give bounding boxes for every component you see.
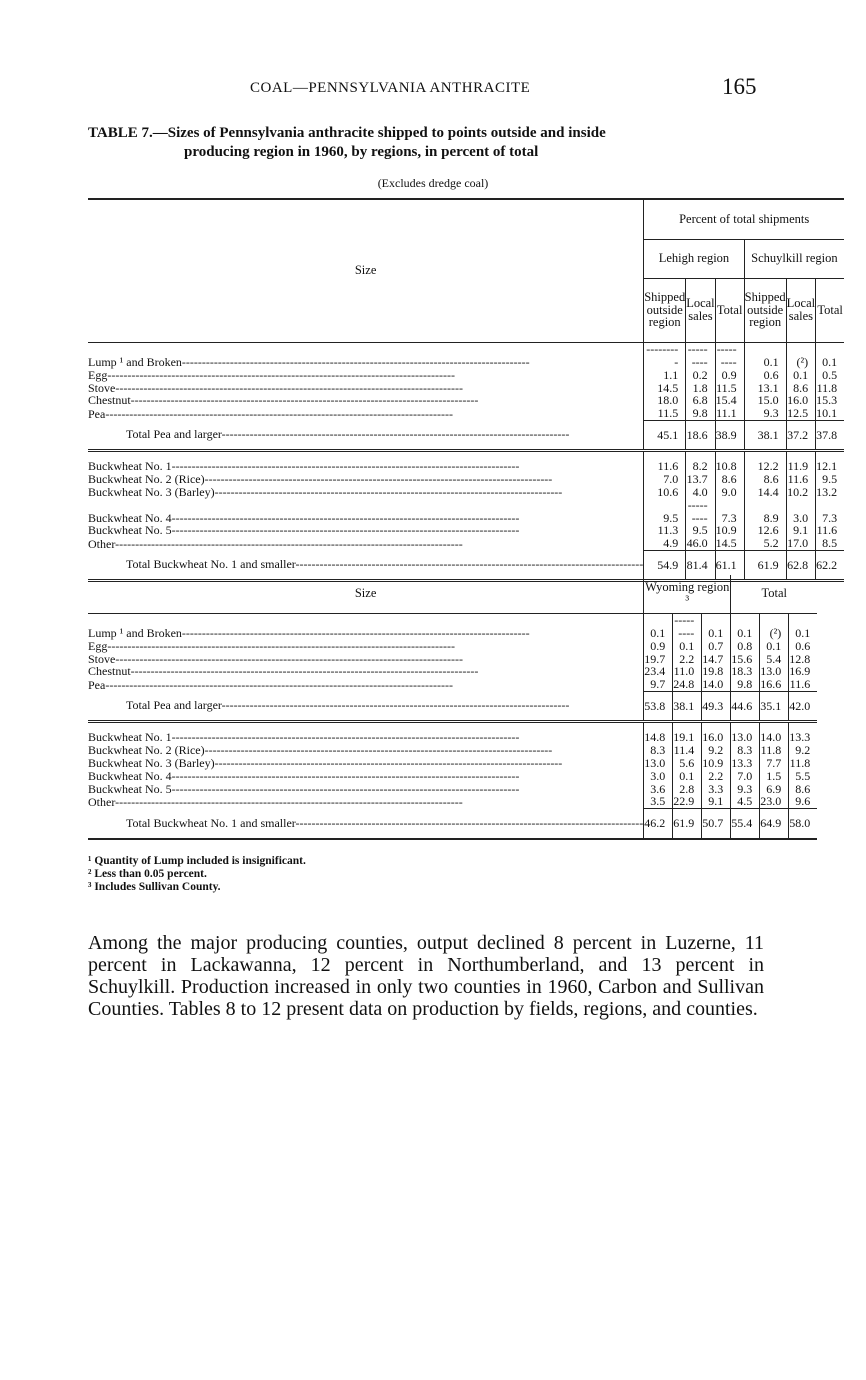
table-cell: 19.8	[702, 665, 731, 678]
total-cell: 81.4	[686, 551, 715, 581]
table-row	[88, 450, 844, 473]
table-cell: 0.1	[673, 640, 702, 653]
total-cell: 58.0	[789, 809, 818, 839]
table-cell: 13.7	[686, 473, 715, 486]
table-cell: 14.7	[702, 653, 731, 666]
table-cell: 13.0	[760, 665, 789, 678]
footnote: ³ Includes Sullivan County.	[88, 881, 221, 893]
table-cell: 12.6	[744, 524, 786, 537]
table-cell: 0.2	[686, 369, 715, 382]
table-cell: 11.5	[644, 407, 686, 420]
table-cell: 4.9	[644, 537, 686, 550]
table-cell: 12.1	[816, 450, 845, 473]
footnote: ¹ Quantity of Lump included is insignificant.	[88, 855, 306, 867]
total-cell: 61.1	[715, 551, 744, 581]
table-cell: 0.1	[816, 342, 845, 369]
table-cell: 9.5	[816, 473, 845, 486]
table-cell: 0.1	[702, 613, 731, 640]
footnote: ² Less than 0.05 percent.	[88, 868, 207, 880]
table-cell: 2.8	[673, 783, 702, 796]
table-cell: 11.9	[786, 450, 815, 473]
total-cell: 37.8	[816, 420, 845, 450]
table-cell: 16.6	[760, 678, 789, 691]
table-cell: 11.4	[673, 744, 702, 757]
row-label: Lump ¹ and Broken	[88, 355, 182, 369]
table-cell: 0.1	[744, 342, 786, 369]
table-cell: ---------	[644, 342, 686, 369]
table-cell: 2.2	[702, 770, 731, 783]
table-cell: 0.9	[715, 369, 744, 382]
table-cell: 9.7	[644, 678, 673, 691]
table-cell: 10.2	[786, 486, 815, 499]
table-cell: 9.8	[731, 678, 760, 691]
row-label: Buckwheat No. 4	[88, 510, 172, 525]
table-cell: 0.1	[760, 640, 789, 653]
table-row	[88, 342, 844, 369]
table-cell: 1.8	[686, 382, 715, 395]
table-cell: 9.5	[686, 524, 715, 537]
row-label: Pea	[88, 407, 106, 421]
table-cell: ---------	[673, 613, 702, 640]
table-cell: 13.1	[744, 382, 786, 395]
table-cell: 3.0	[786, 499, 815, 525]
table-title-line-1: TABLE 7.—Sizes of Pennsylvania anthracite shipped to points outside and inside	[88, 125, 606, 141]
table-cell: 16.0	[786, 394, 815, 407]
total-row	[88, 420, 844, 450]
table-cell: 3.3	[702, 783, 731, 796]
table-cell: (²)	[760, 613, 789, 640]
table-row	[88, 369, 844, 382]
total-cell: 45.1	[644, 420, 686, 450]
row-label: Buckwheat No. 4	[88, 769, 172, 783]
table-row	[88, 486, 844, 499]
table-cell: 14.5	[644, 382, 686, 395]
table-cell: 8.3	[644, 744, 673, 757]
table-title	[88, 124, 768, 162]
table-row	[88, 757, 817, 770]
table-cell: 11.8	[789, 757, 818, 770]
table-cell: 8.9	[744, 499, 786, 525]
row-label: Stove	[88, 652, 116, 666]
table-row	[88, 795, 817, 808]
total-cell: 38.9	[715, 420, 744, 450]
table-cell: 15.0	[744, 394, 786, 407]
row-label: Buckwheat No. 1	[88, 730, 172, 745]
table-cell: 46.0	[686, 537, 715, 550]
table-cell: 11.1	[715, 407, 744, 420]
table-cell: 7.7	[760, 757, 789, 770]
table-cell: 11.8	[760, 744, 789, 757]
total-cell: 54.9	[644, 551, 686, 581]
table-cell: 4.5	[731, 795, 760, 808]
table-cell: 11.5	[715, 382, 744, 395]
table-cell: (²)	[786, 342, 815, 369]
table-subtitle: (Excludes dredge coal)	[377, 176, 489, 190]
table-cell: 0.1	[673, 770, 702, 783]
table-cell: 9.1	[786, 524, 815, 537]
table-cell: 22.9	[673, 795, 702, 808]
sub-header: Shipped outside region	[744, 278, 786, 342]
table-row	[88, 721, 817, 744]
table-cell: 10.1	[816, 407, 845, 420]
row-label: Buckwheat No. 2 (Rice)	[88, 473, 205, 487]
total-row-label: Total Pea and larger	[126, 427, 222, 442]
table-cell: 11.6	[816, 524, 845, 537]
total-row-label: Total Pea and larger	[126, 698, 222, 713]
table-cell: 0.1	[644, 613, 673, 640]
table-cell: 8.6	[786, 382, 815, 395]
table-cell: 11.6	[786, 473, 815, 486]
total-cell: 38.1	[744, 420, 786, 450]
table-cell: 14.4	[744, 486, 786, 499]
table-row	[88, 407, 844, 420]
top-table-body	[88, 342, 844, 581]
table-cell: 0.6	[789, 640, 818, 653]
region-header-lehigh: Lehigh region	[644, 239, 744, 278]
table-cell: 4.0	[686, 486, 715, 499]
table-cell: 11.6	[789, 678, 818, 691]
table-cell: 5.5	[789, 770, 818, 783]
table-cell: 10.9	[715, 524, 744, 537]
row-label: Lump ¹ and Broken	[88, 626, 182, 640]
table-cell: 7.0	[731, 770, 760, 783]
table-cell: 0.1	[789, 613, 818, 640]
table-cell: 5.2	[744, 537, 786, 550]
table-cell: 11.0	[673, 665, 702, 678]
row-label: Buckwheat No. 5	[88, 782, 172, 796]
table-cell: 9.3	[731, 783, 760, 796]
table-cell: 16.9	[789, 665, 818, 678]
top-table	[88, 198, 844, 582]
table-cell: 17.0	[786, 537, 815, 550]
table-cell: 6.9	[760, 783, 789, 796]
table-cell: 19.1	[673, 721, 702, 744]
total-cell: 18.6	[686, 420, 715, 450]
body-paragraph: Among the major producing counties, output declined 8 percent in Luzerne, 11 percent in Lackawanna, 12 percent in Northumberland, and 13 percent in Schuylkill. Production increased in only two counties in 1960, Carbon and Sullivan Counties. Tables 8 to 12 present data on production by fields, regions, and counties.	[88, 932, 764, 1020]
table-cell: 12.2	[744, 450, 786, 473]
table-cell: 14.8	[644, 721, 673, 744]
table-cell: 13.0	[731, 721, 760, 744]
table-cell: 0.6	[744, 369, 786, 382]
total-cell: 53.8	[644, 691, 673, 721]
table-cell: 6.8	[686, 394, 715, 407]
total-cell: 49.3	[702, 691, 731, 721]
sub-header: Shipped outside region	[644, 278, 686, 342]
table-cell: 0.8	[731, 640, 760, 653]
row-label: Buckwheat No. 3 (Barley)	[88, 757, 215, 770]
total-row-label: Total Buckwheat No. 1 and smaller	[126, 815, 296, 830]
table-cell: 13.3	[731, 757, 760, 770]
total-cell: 61.9	[744, 551, 786, 581]
table-cell: ---------	[686, 342, 715, 369]
table-cell: 0.5	[816, 369, 845, 382]
table-cell: 9.2	[702, 744, 731, 757]
table-cell: 9.8	[686, 407, 715, 420]
table-cell: 23.0	[760, 795, 789, 808]
table-cell: 5.4	[760, 653, 789, 666]
table-cell: 15.4	[715, 394, 744, 407]
region-header-schuylkill: Schuylkill region	[744, 239, 844, 278]
table-cell: 3.6	[644, 783, 673, 796]
table-cell: 14.0	[760, 721, 789, 744]
table-cell: 23.4	[644, 665, 673, 678]
table-cell: 9.5	[644, 499, 686, 525]
table-cell: 12.5	[786, 407, 815, 420]
table-row	[88, 678, 817, 691]
table-cell: 13.0	[644, 757, 673, 770]
group-header: Percent of total shipments	[644, 199, 844, 239]
table-cell: 9.6	[789, 795, 818, 808]
table-cell: 0.1	[786, 369, 815, 382]
table-cell: 1.5	[760, 770, 789, 783]
table-cell: 5.6	[673, 757, 702, 770]
page-number: 165	[722, 74, 757, 99]
total-cell: 50.7	[702, 809, 731, 839]
table-cell: 1.1	[644, 369, 686, 382]
row-label: Other	[88, 795, 116, 809]
table-row	[88, 499, 844, 525]
table-cell: 11.8	[816, 382, 845, 395]
running-head: COAL—PENNSYLVANIA ANTHRACITE	[250, 80, 531, 96]
table-cell: 0.7	[702, 640, 731, 653]
region-header-total: Total	[731, 575, 818, 613]
table-cell: 3.5	[644, 795, 673, 808]
table-cell: 14.0	[702, 678, 731, 691]
total-cell: 64.9	[760, 809, 789, 839]
table-cell: 8.3	[731, 744, 760, 757]
total-cell: 61.9	[673, 809, 702, 839]
total-row	[88, 809, 817, 839]
total-cell: 35.1	[760, 691, 789, 721]
table-cell: 10.8	[715, 450, 744, 473]
row-label: Egg	[88, 639, 108, 653]
table-cell: 18.3	[731, 665, 760, 678]
total-cell: 42.0	[789, 691, 818, 721]
table-cell: 15.3	[816, 394, 845, 407]
table-cell: 9.3	[744, 407, 786, 420]
table-row	[88, 770, 817, 783]
row-label: Other	[88, 537, 116, 551]
table-cell: 16.0	[702, 721, 731, 744]
row-label: Buckwheat No. 3 (Barley)	[88, 486, 215, 499]
size-column-header: Size	[88, 575, 644, 613]
table-cell: 19.7	[644, 653, 673, 666]
table-cell: 7.0	[644, 473, 686, 486]
table-cell: 8.6	[744, 473, 786, 486]
total-cell: 37.2	[786, 420, 815, 450]
row-label: Chestnut	[88, 394, 131, 408]
sub-header: Total	[816, 278, 845, 342]
table-cell: 10.9	[702, 757, 731, 770]
table-cell: 9.2	[789, 744, 818, 757]
row-label: Pea	[88, 678, 106, 692]
table-cell: 2.2	[673, 653, 702, 666]
table-cell: 11.3	[644, 524, 686, 537]
row-label: Egg	[88, 368, 108, 382]
total-cell: 62.8	[786, 551, 815, 581]
table-cell: 8.2	[686, 450, 715, 473]
table-cell: 9.0	[715, 486, 744, 499]
table-row	[88, 640, 817, 653]
table-cell: 8.6	[715, 473, 744, 486]
table-cell: 8.6	[789, 783, 818, 796]
row-label: Buckwheat No. 5	[88, 524, 172, 538]
sub-header: Total	[715, 278, 744, 342]
total-cell: 38.1	[673, 691, 702, 721]
table-cell: 0.1	[731, 613, 760, 640]
size-column-header: Size	[88, 199, 644, 342]
bottom-table-body	[88, 613, 817, 839]
row-label: Buckwheat No. 1	[88, 459, 172, 474]
total-cell: 46.2	[644, 809, 673, 839]
table-row	[88, 613, 817, 640]
table-cell: 8.5	[816, 537, 845, 550]
total-row	[88, 691, 817, 721]
total-cell: 44.6	[731, 691, 760, 721]
table-title-line-2: producing region in 1960, by regions, in percent of total	[184, 144, 539, 160]
table-cell: ---------	[715, 342, 744, 369]
table-cell: ---------	[686, 499, 715, 525]
region-header-wyoming: Wyoming region ³	[644, 575, 731, 613]
row-label: Stove	[88, 381, 116, 395]
table-row	[88, 537, 844, 550]
sub-header: Local sales	[686, 278, 715, 342]
bottom-table	[88, 575, 817, 840]
table-cell: 24.8	[673, 678, 702, 691]
table-cell: 7.3	[715, 499, 744, 525]
footnotes	[88, 855, 306, 894]
table-cell: 13.2	[816, 486, 845, 499]
table-cell: 3.0	[644, 770, 673, 783]
table-cell: 0.9	[644, 640, 673, 653]
total-cell: 62.2	[816, 551, 845, 581]
total-cell: 55.4	[731, 809, 760, 839]
table-cell: 11.6	[644, 450, 686, 473]
table-cell: 9.1	[702, 795, 731, 808]
row-label: Buckwheat No. 2 (Rice)	[88, 744, 205, 758]
total-row-label: Total Buckwheat No. 1 and smaller	[126, 557, 296, 572]
table-cell: 7.3	[816, 499, 845, 525]
sub-header: Local sales	[786, 278, 815, 342]
table-cell: 10.6	[644, 486, 686, 499]
table-cell: 15.6	[731, 653, 760, 666]
row-label: Chestnut	[88, 665, 131, 679]
table-cell: 13.3	[789, 721, 818, 744]
table-cell: 12.8	[789, 653, 818, 666]
table-cell: 14.5	[715, 537, 744, 550]
table-cell: 18.0	[644, 394, 686, 407]
